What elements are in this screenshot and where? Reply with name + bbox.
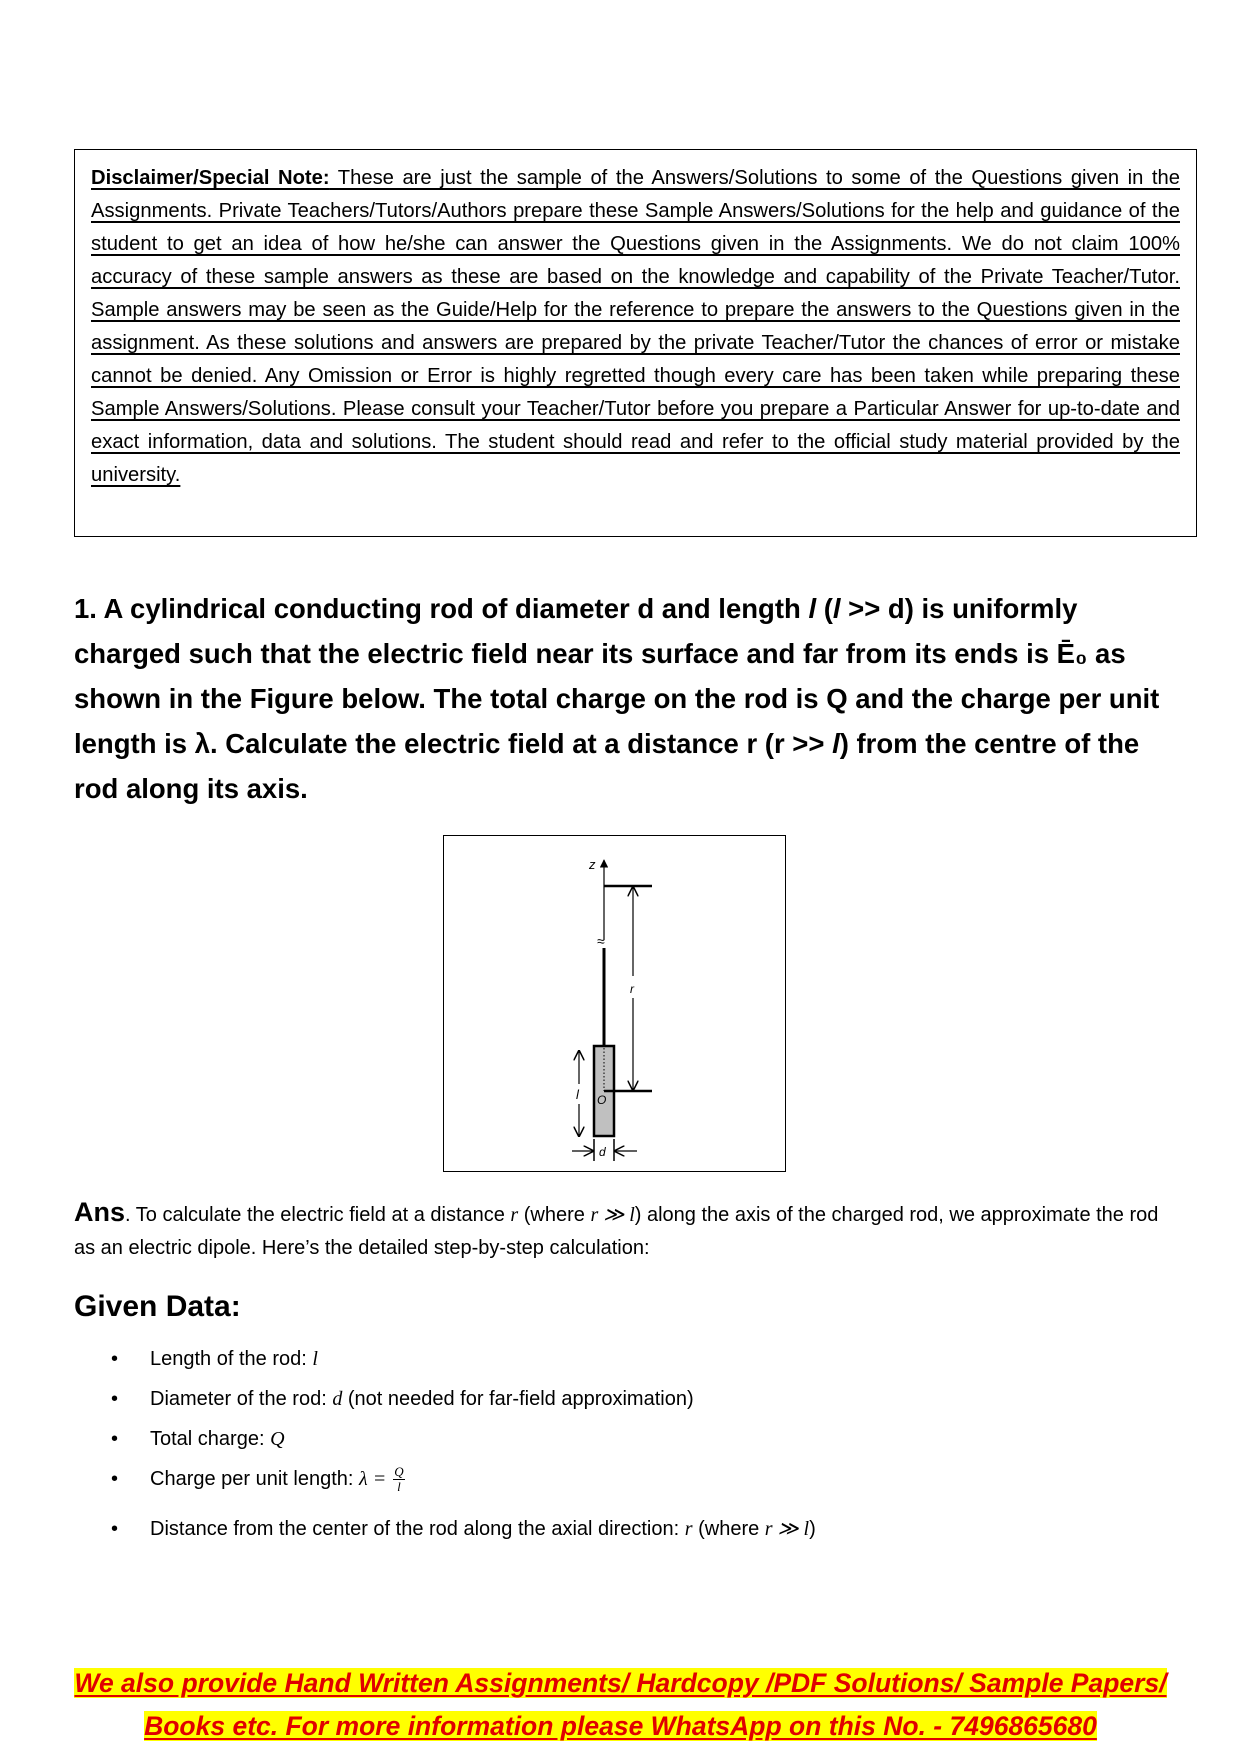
given-data-list	[0, 1345, 1241, 1555]
item-math: l	[312, 1348, 318, 1370]
item-text: Length of the rod:	[150, 1348, 313, 1370]
fraction-numerator: Q	[394, 1464, 404, 1480]
length-symbol: l	[832, 593, 841, 624]
list-item	[0, 1465, 1241, 1515]
item-text: Diameter of the rod:	[150, 1388, 333, 1410]
question-part: ) from the centre of the rod along its axis.	[74, 728, 1140, 804]
disclaimer-label: Disclaimer/Special Note:	[91, 167, 330, 189]
given-data-heading: Given Data:	[74, 1290, 241, 1323]
promo-footer	[0, 1662, 1241, 1748]
z-axis-label: z	[589, 857, 596, 872]
answer-text: To calculate the electric field at a distance	[130, 1204, 511, 1226]
disclaimer-box	[74, 149, 1197, 537]
answer-text: (where	[518, 1204, 591, 1226]
question-text	[74, 586, 1164, 811]
d-label: d	[599, 1145, 606, 1159]
disclaimer-body: These are just the sample of the Answers/Solutions to some of the Questions given in the Assignments. Private Teachers/Tutors/Authors prepare these Sample Answers/Solutions for the help and guidance of the student to get an idea of how he/she can answer the Questions given in the Assignments. We do not claim 100% accuracy of these sample answers as these are based on the knowledge and capability of the Private Teacher/Tutor. Sample answers may be seen as the Guide/Help for the reference to prepare the answers to the Questions given in the assignment. As these solutions and answers are prepared by the private Teacher/Tutor the chances of error or mistake cannot be denied. Any Omission or Error is highly regretted though every care has been taken while preparing these Sample Answers/Solutions. Please consult your Teacher/Tutor before you prepare a Particular Answer for up-to-date and exact information, data and solutions. The student should read and refer to the official study material provided by the university.	[91, 167, 1180, 486]
math-condition: r ≫ l	[590, 1204, 635, 1226]
bullet-icon: •	[111, 1388, 119, 1410]
item-math: r ≫ l	[764, 1518, 810, 1540]
item-math: r	[684, 1518, 693, 1540]
l-label: l	[576, 1087, 579, 1102]
bullet-icon: •	[111, 1428, 119, 1450]
origin-label: O	[597, 1093, 607, 1107]
length-symbol: l	[808, 593, 817, 624]
question-part: 1. A cylindrical conducting rod of diameter d and length	[74, 593, 809, 624]
rod-diagram	[444, 836, 787, 1173]
item-text: Total charge:	[150, 1428, 271, 1450]
question-part: (	[816, 593, 833, 624]
list-item	[0, 1515, 1241, 1555]
axis-break-symbol: ≈	[597, 933, 605, 949]
bullet-icon: •	[111, 1518, 119, 1540]
item-suffix: (where	[692, 1518, 765, 1540]
r-label: r	[630, 982, 634, 996]
item-suffix: (not needed for far-field approximation)	[342, 1388, 694, 1410]
answer-text: ) along the axis of the charged rod, we approximate the rod as an electric dipole. Here’s the detailed step-by-step calculation:	[74, 1204, 1159, 1259]
item-math: λ =	[359, 1468, 392, 1490]
fraction-denominator: l	[397, 1479, 401, 1495]
list-item	[0, 1425, 1241, 1465]
disclaimer-text	[91, 162, 1180, 492]
bullet-icon: •	[111, 1468, 119, 1490]
list-item	[0, 1345, 1241, 1385]
answer-label: Ans	[74, 1197, 126, 1227]
item-math: Q	[270, 1428, 285, 1450]
item-text: Distance from the center of the rod along the axial direction:	[150, 1518, 685, 1540]
item-suffix: )	[809, 1518, 816, 1540]
fraction	[393, 1465, 404, 1494]
bullet-icon: •	[111, 1348, 119, 1370]
item-math: d	[332, 1388, 343, 1410]
answer-dot: .	[125, 1204, 131, 1226]
length-symbol: l	[832, 728, 840, 759]
rod-figure	[443, 835, 786, 1172]
question-part: >> d) is uniformly charged such that the electric field near its surface and far from its ends is Ē₀ as shown in the Figure below. The total charge on the rod is Q and the charge per unit length is λ. Calculate the electric field at a distance r (r >>	[74, 593, 1160, 759]
promo-line-2: Books etc. For more information please WhatsApp on this No. - 7496865680	[144, 1711, 1097, 1741]
promo-line-1: We also provide Hand Written Assignments/ Hardcopy /PDF Solutions/ Sample Papers/	[74, 1668, 1167, 1698]
math-r: r	[510, 1204, 519, 1226]
answer-intro	[74, 1196, 1174, 1265]
item-text: Charge per unit length:	[150, 1468, 360, 1490]
list-item	[0, 1385, 1241, 1425]
